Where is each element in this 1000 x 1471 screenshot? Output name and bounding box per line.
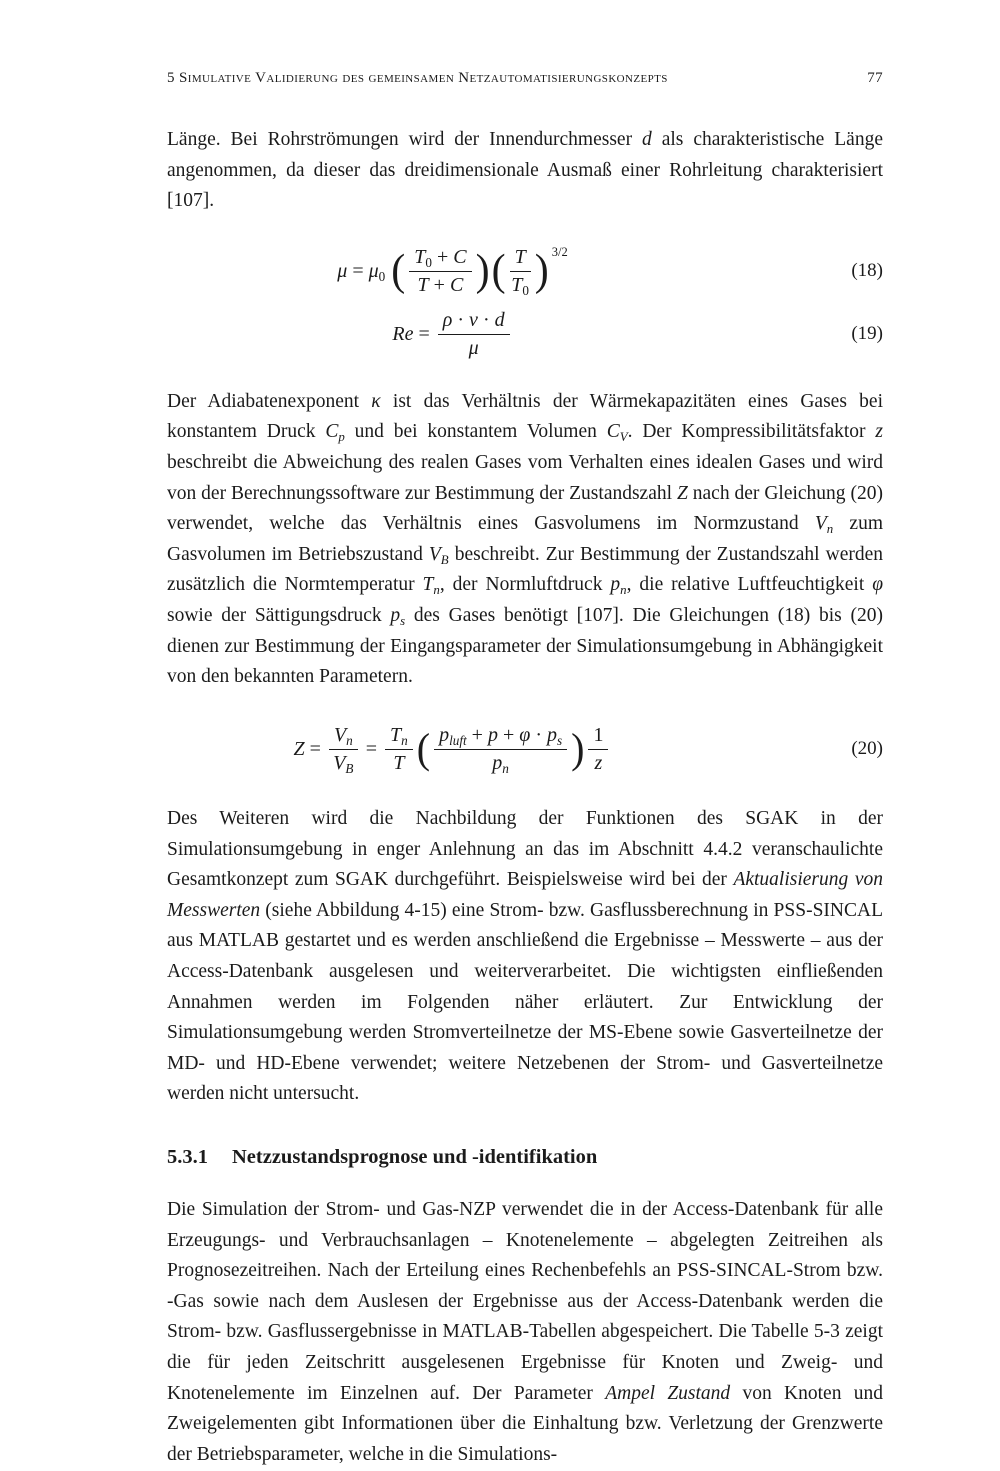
close-paren-icon: ): [534, 247, 549, 296]
eq20-equals: =: [360, 737, 383, 760]
open-paren-icon: (: [491, 247, 506, 296]
eq18-fraction-2: [510, 245, 531, 298]
equation-19-expression: [392, 308, 512, 361]
running-title: 5 Simulative Validierung des gemeinsamen Netzautomatisierungskonzepts: [167, 70, 668, 86]
eq20-fraction-4: [588, 723, 608, 776]
equation-18: [167, 245, 883, 298]
eq18-frac1-numerator: T0 + C: [409, 245, 471, 272]
equation-20-expression: [294, 723, 612, 776]
paragraph-1: Länge. Bei Rohrströmungen wird der Innendurchmesser d als charakteristische Länge angenommen, da dieser das dreidimensionale Ausmaß einer Rohrleitung charakterisiert [107].: [167, 129, 883, 212]
eq18-fraction-1: [409, 245, 471, 298]
eq18-frac2-denominator: T0: [511, 273, 530, 298]
paragraph-2: Der Adiabatenexponent κ ist das Verhältnis der Wärmekapazitäten eines Gases bei konstantem Druck Cp und bei konstantem Volumen CV. Der Kompressibilitätsfaktor z beschreibt die Abweichung des realen Gases vom Verhalten eines idealen Gases und wird von der Berechnungssoftware zur Bestimmung der Zustandszahl Z nach der Gleichung (20) verwendet, welche das Verhältnis eines Gasvolumens im Normzustand Vn zum Gasvolumen im Betriebszustand VB beschreibt. Zur Bestimmung der Zustandszahl werden zusätzlich die Normtemperatur Tn, der Normluftdruck pn, die relative Luftfeuchtigkeit φ sowie der Sättigungsdruck ps des Gases benötigt [107]. Die Gleichungen (18) bis (20) dienen zur Bestimmung der Eingangsparameter der Simulationsumgebung in Abhängigkeit von den bekannten Parametern.: [167, 390, 884, 688]
page-number: 77: [867, 70, 883, 86]
eq19-number: (19): [851, 323, 883, 345]
eq18-frac2-numerator: T: [510, 245, 531, 272]
page-header: [167, 70, 883, 87]
eq18-frac1-denominator: T + C: [417, 273, 464, 296]
eq20-frac2-denominator: T: [393, 751, 405, 774]
section-number: 5.3.1: [167, 1146, 208, 1169]
eq20-fraction-3: [434, 723, 567, 776]
eq20-frac2-numerator: Tn: [385, 723, 413, 750]
eq20-lhs: Z =: [293, 737, 326, 760]
equation-18-expression: [337, 245, 567, 298]
eq20-frac4-numerator: 1: [588, 723, 608, 750]
eq20-frac3-denominator: pn: [492, 751, 509, 776]
section-title: Netzzustandsprognose und -identifikation: [232, 1146, 598, 1169]
eq18-exponent: 3/2: [551, 244, 568, 259]
eq20-frac3-numerator: pluft + p + φ · ps: [434, 723, 567, 750]
eq20-number: (20): [851, 738, 883, 760]
paragraph-3: Des Weiteren wird die Nachbildung der Funktionen des SGAK in der Simulationsumgebung in enger Anlehnung an das im Abschnitt 4.4.2 veranschaulichte Gesamtkonzept zum SGAK durchgeführt. Beispielsweise wird bei der Aktualisierung von Messwerten (siehe Abbildung 4-15) eine Strom- bzw. Gasflussberechnung in PSS-SINCAL aus MATLAB gestartet und es werden anschließend die Ergebnisse – Messwerte – aus der Access-Datenbank ausgelesen und weiterverarbeitet. Die wichtigsten einfließenden Annahmen werden im Folgenden näher erläutert. Zur Entwicklung der Simulationsumgebung werden Stromverteilnetze der MS-Ebene sowie Gasverteilnetze der MD- und HD-Ebene verwendet; weitere Netzebenen der Strom- und Gasverteilnetze werden nicht untersucht.: [167, 807, 883, 1105]
section-heading: [167, 1146, 883, 1169]
equation-20: [167, 723, 883, 776]
eq19-fraction: [438, 308, 510, 361]
close-paren-icon: ): [571, 725, 585, 773]
eq19-lhs: Re =: [392, 322, 435, 345]
eq20-frac4-denominator: z: [594, 751, 603, 774]
eq19-frac-denominator: μ: [468, 336, 479, 359]
close-paren-icon: ): [475, 247, 490, 296]
eq20-fraction-2: [385, 723, 413, 776]
equation-19: [167, 308, 883, 361]
eq19-frac-numerator: ρ · v · d: [438, 308, 510, 335]
paragraph-4: Die Simulation der Strom- und Gas-NZP verwendet die in der Access-Datenbank für alle Erzeugungs- und Verbrauchsanlagen – Knotenelemente – abgelegten Zeitreihen als Prognosezeitreihen. Nach der Erteilung eines Rechenbefehls an PSS-SINCAL-Strom bzw. -Gas sowie nach dem Auslesen der Ergebnisse aus der Access-Datenbank werden die Strom- bzw. Gasflussergebnisse in MATLAB-Tabellen abgespeichert. Die Tabelle 5-3 zeigt die für jeden Zeitschritt ausgelesenen Ergebnisse für Knoten und Zweig- und Knotenelemente im Einzelnen auf. Der Parameter Ampel Zustand von Knoten und Zweigelementen gibt Informationen über die Einhaltung bzw. Verletzung der Grenzwerte der Betriebsparameter, welche in die Simulations-: [167, 1199, 884, 1465]
open-paren-icon: (: [416, 725, 431, 773]
eq20-frac1-numerator: Vn: [329, 723, 358, 750]
eq18-number: (18): [851, 260, 883, 282]
eq18-lhs: μ = μ0: [337, 259, 386, 284]
eq20-fraction-1: [329, 723, 358, 776]
open-paren-icon: (: [391, 247, 406, 296]
eq20-frac1-denominator: VB: [333, 751, 354, 776]
